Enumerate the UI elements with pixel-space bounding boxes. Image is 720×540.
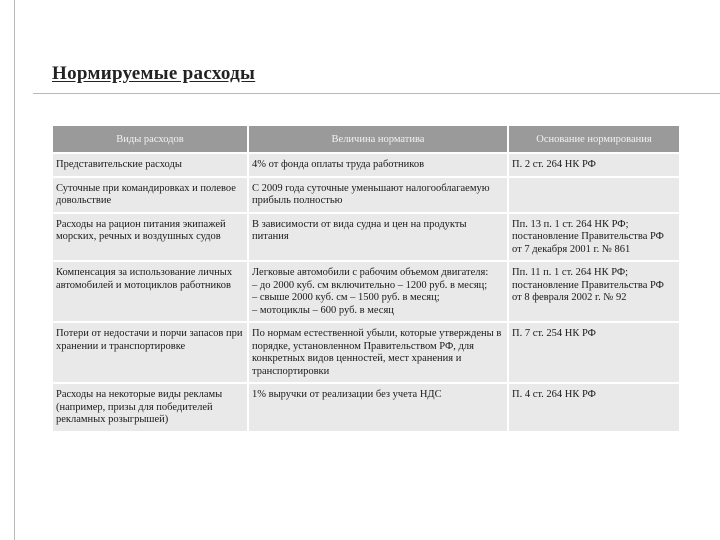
cell-norm-value <box>249 262 507 321</box>
norms-table-container <box>51 124 679 433</box>
title-divider <box>33 93 720 94</box>
cell-norm-value: В зависимости от вида судна и цен на продукты питания <box>249 214 507 261</box>
table-row <box>53 384 679 431</box>
table-row <box>53 154 679 176</box>
cell-norm-value: 4% от фонда оплаты труда работников <box>249 154 507 176</box>
norm-line: Легковые автомобили с рабочим объемом двигателя: <box>252 267 489 278</box>
cell-expense-kind: Расходы на рацион питания экипажей морских, речных и воздушных судов <box>53 214 247 261</box>
table-row <box>53 262 679 321</box>
table-row <box>53 323 679 382</box>
norm-line: – до 2000 куб. см включительно – 1200 руб. в месяц; <box>252 279 488 291</box>
table-row <box>53 214 679 261</box>
cell-basis: Пп. 11 п. 1 ст. 264 НК РФ; постановление Правительства РФ от 8 февраля 2002 г. № 92 <box>509 262 679 321</box>
cell-norm-value: С 2009 года суточные уменьшают налогооблагаемую прибыль полностью <box>249 178 507 212</box>
cell-basis: Пп. 13 п. 1 ст. 264 НК РФ; постановление Правительства РФ от 7 декабря 2001 г. № 861 <box>509 214 679 261</box>
norms-table <box>51 124 681 433</box>
cell-expense-kind: Потери от недостачи и порчи запасов при хранении и транспортировке <box>53 323 247 382</box>
left-decorative-rule <box>14 0 15 540</box>
header-expense-kind: Виды расходов <box>53 126 247 152</box>
page-title: Нормируемые расходы <box>52 63 256 84</box>
cell-expense-kind: Суточные при командировках и полевое довольствие <box>53 178 247 212</box>
cell-basis: П. 7 ст. 254 НК РФ <box>509 323 679 382</box>
header-norm-value: Величина норматива <box>249 126 507 152</box>
cell-expense-kind: Компенсация за использование личных автомобилей и мотоциклов работников <box>53 262 247 321</box>
header-basis: Основание нормирования <box>509 126 679 152</box>
cell-expense-kind: Расходы на некоторые виды рекламы (например, призы для победителей рекламных розыгрышей) <box>53 384 247 431</box>
table-row <box>53 178 679 212</box>
norm-line: – свыше 2000 куб. см – 1500 руб. в месяц; <box>252 292 440 303</box>
norm-line: – мотоциклы – 600 руб. в месяц <box>252 304 394 316</box>
cell-basis: П. 4 ст. 264 НК РФ <box>509 384 679 431</box>
cell-norm-value: По нормам естественной убыли, которые утверждены в порядке, установленном Правительством РФ, для конкретных видов ценностей, мест хранения и транспортировки <box>249 323 507 382</box>
cell-basis: П. 2 ст. 264 НК РФ <box>509 154 679 176</box>
cell-basis <box>509 178 679 212</box>
cell-expense-kind: Представительские расходы <box>53 154 247 176</box>
table-header-row <box>53 126 679 152</box>
cell-norm-value: 1% выручки от реализации без учета НДС <box>249 384 507 431</box>
